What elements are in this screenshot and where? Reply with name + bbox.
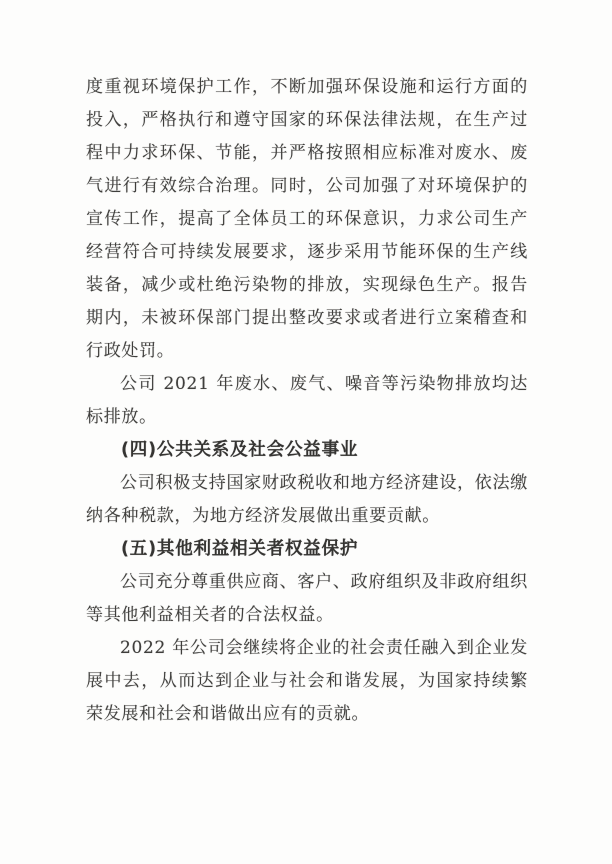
paragraph-stakeholder-respect: 公司充分尊重供应商、客户、政府组织及非政府组织等其他利益相关者的合法权益。 <box>86 572 528 625</box>
paragraph-2022-outlook: 2022 年公司会继续将企业的社会责任融入到企业发展中去，从而达到企业与社会和谐发展，为国家持续繁荣发展和社会和谐做出应有的贡就。 <box>86 638 528 724</box>
paragraph-tax-contribution: 公司积极支持国家财政税收和地方经济建设，依法缴纳各种税款，为地方经济发展做出重要贡献。 <box>86 473 528 526</box>
section-heading-stakeholder-rights: (五)其他利益相关者权益保护 <box>121 539 359 559</box>
paragraph-2021-emissions-compliance: 公司 2021 年废水、废气、噪音等污染物排放均达标排放。 <box>86 374 528 427</box>
section-heading-public-relations: (四)公共关系及社会公益事业 <box>121 440 359 460</box>
document-text-block <box>86 71 528 731</box>
paragraph-environmental-protection: 度重视环境保护工作，不断加强环保设施和运行方面的投入，严格执行和遵守国家的环保法律法规，在生产过程中力求环保、节能，并严格按照相应标准对废水、废气进行有效综合治理。同时，公司加强了对环境保护的宣传工作，提高了全体员工的环保意识，力求公司生产经营符合可持续发展要求，逐步采用节能环保的生产线装备，减少或杜绝污染物的排放，实现绿色生产。报告期内，未被环保部门提出整改要求或者进行立案稽查和行政处罚。 <box>86 77 528 361</box>
